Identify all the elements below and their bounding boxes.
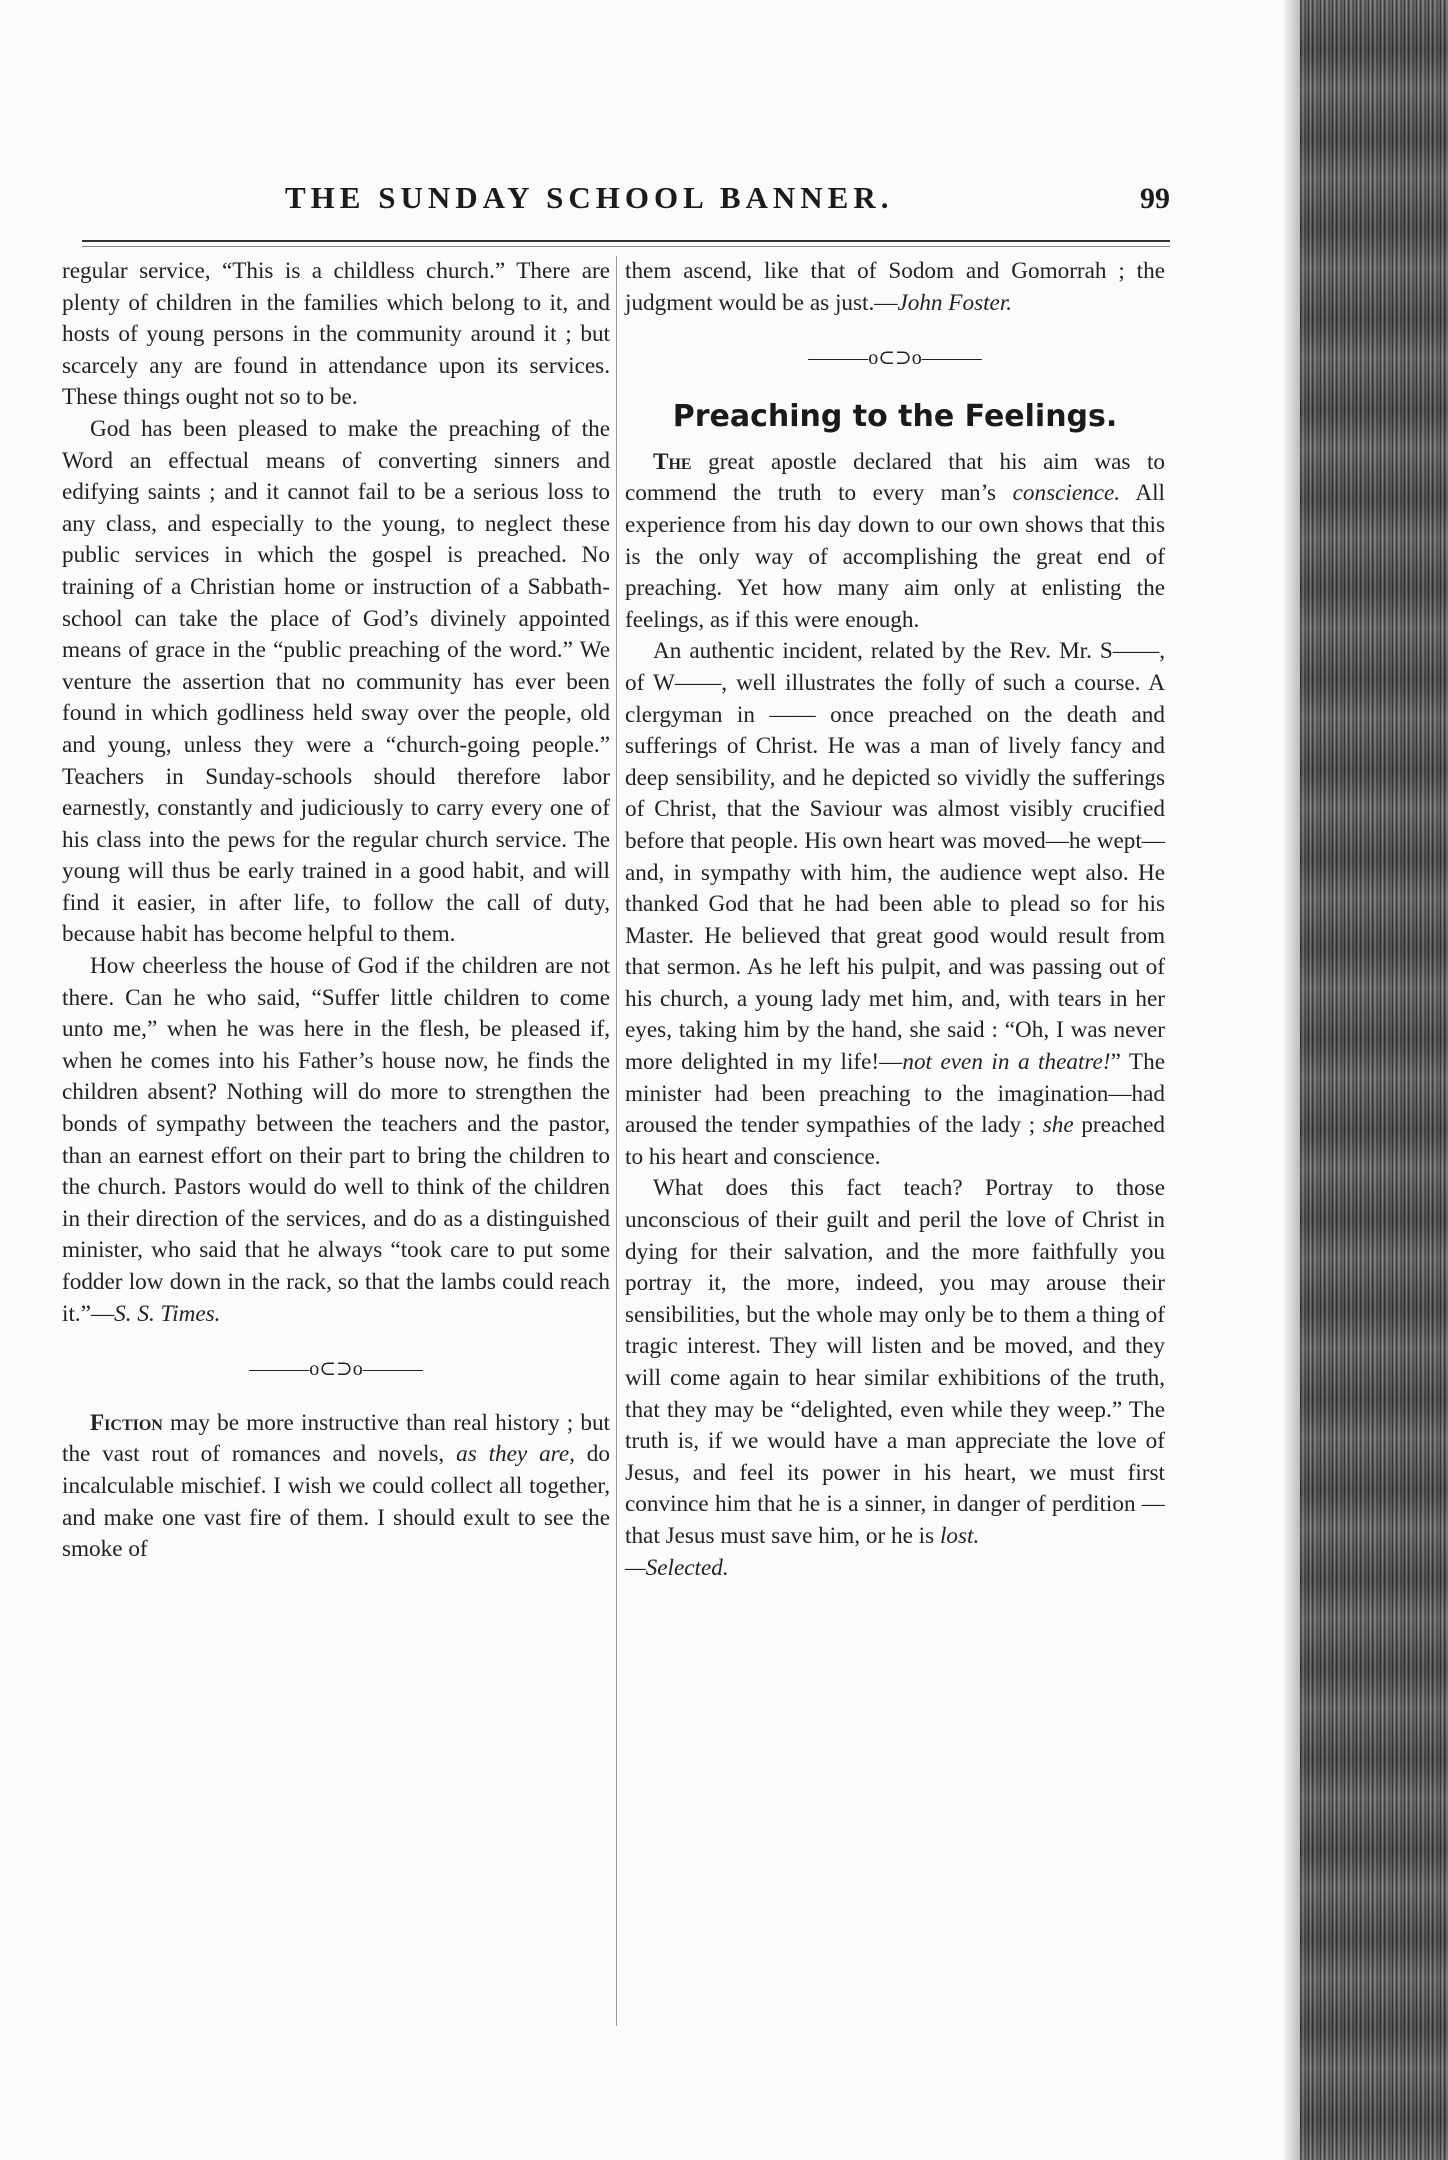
emphasis-text: conscience.	[1012, 480, 1121, 507]
page-header	[80, 180, 1170, 220]
page-number: 99	[1140, 182, 1170, 215]
paragraph	[625, 636, 1165, 1173]
paragraph-text: How cheerless the house of God if the children are not there. Can he who said, “Suffer little children to come unto me,” when he was here in the flesh, be pleased if, when he comes into his Father’s house now, he finds the children absent? Nothing will do more to strengthen the bonds of sympathy between the teachers and the pastor, than an earnest effort on their part to bring the children to the church. Pastors would do well to think of the children in their direction of the services, and do as a distinguished minister, who said that he always “took care to put some fodder low down in the rack, so that the lambs could reach it.”—	[62, 953, 610, 1327]
paragraph	[62, 1408, 610, 1566]
header-rule	[82, 240, 1170, 242]
left-column	[62, 256, 610, 1566]
article-heading: Preaching to the Feelings.	[672, 398, 1118, 434]
ornament-separator: ———o⊂⊃o———	[808, 347, 982, 370]
ornament-separator: ———o⊂⊃o———	[249, 1358, 423, 1381]
paragraph-text: great apostle declared that his aim was to commend the truth to every man’s	[625, 448, 1165, 507]
emphasis-text: not even in a theatre!	[902, 1049, 1111, 1076]
paragraph	[62, 951, 610, 1330]
paragraph-text: An authentic incident, related by the Rev. Mr. S——, of W——, well illustrates the folly of such a course. A clergyman in —— once preached on the death and sufferings of Christ. He was a man of lively fancy and deep sensibility, and he depicted so vividly the sufferings of Christ, that the Saviour was almost visibly crucified before that people. His own heart was moved—he wept—and, in sympathy with him, the audience wept also. He thanked God that he had been able to plead so for his Master. He believed that great good would result from that sermon. As he left his pulpit, and was passing out of his church, a young lady met him, and, with tears in her eyes, taking him by the hand, she said : “Oh, I was never more delighted in my life!—	[625, 638, 1165, 1076]
paragraph-text: may be more instructive than real history ; but the vast rout of romances and novels,	[62, 1409, 610, 1468]
running-title: THE SUNDAY SCHOOL BANNER.	[285, 180, 894, 215]
header-rule-thin	[82, 246, 1170, 247]
paragraph-text: them ascend, like that of Sodom and Gomorrah ; the judgment would be as just.—	[625, 258, 1165, 316]
source-credit: S. S. Times.	[114, 1300, 221, 1327]
emphasis-text: lost.	[939, 1522, 980, 1549]
paragraph	[625, 447, 1165, 637]
page-gutter-shadow	[1282, 0, 1300, 2160]
paragraph: God has been pleased to make the preaching of the Word an effectual means of converting sinners and edifying saints ; and it cannot fail to be a serious loss to any class, and especially to the young, to neglect these public services in which the gospel is preached. No training of a Christian home or instruction of a Sabbath-school can take the place of God’s divinely appointed means of grace in the “public preaching of the word.” We venture the assertion that no community has ever been found in which godliness held sway over the people, old and young, unless they were a “church-going people.” Teachers in Sunday-schools should therefore labor earnestly, constantly and judiciously to carry every one of his class into the pews for the regular church service. The young will thus be early trained in a good habit, and will find it easier, in after life, to follow the call of duty, because habit has become helpful to them.	[62, 415, 610, 948]
column-divider	[616, 256, 617, 2026]
emphasis-text: as they are,	[456, 1441, 575, 1468]
right-column	[625, 256, 1165, 1584]
paragraph-text: ” The minister had been preaching to the imagination—had aroused the tender sympathies of the lady ;	[625, 1049, 1165, 1139]
book-page-edges	[1300, 0, 1448, 2160]
paragraph	[625, 256, 1165, 319]
source-credit: —Selected.	[625, 1554, 729, 1581]
paragraph	[625, 1173, 1165, 1552]
paragraph: regular service, “This is a childless church.” There are plenty of children in the families which belong to it, and hosts of young persons in the community around it ; but scarcely any are found in attendance upon its services. These things ought not so to be.	[62, 258, 610, 411]
paragraph-text: What does this fact teach? Portray to those unconscious of their guilt and peril the love of Christ in dying for their salvation, and the more faithfully you portray it, the more, indeed, you may arouse their sensibilities, but the whole may only be to them a thing of tragic interest. They will listen and be moved, and they will come again to hear similar exhibitions of the truth, that they may be “delighted, even while they weep.” The truth is, if we would have a man appreciate the love of Jesus, and feel its power in his heart, we must first convince him that he is a sinner, in danger of perdition —that Jesus must save him, or he is	[625, 1175, 1165, 1549]
lead-word: The	[653, 448, 692, 475]
source-credit: John Foster.	[897, 289, 1013, 316]
lead-word: Fiction	[90, 1409, 163, 1436]
paragraph-text: All experience from his day down to our own shows that this is the only way of accomplishing the great end of preaching. Yet how many aim only at enlisting the feelings, as if this were enough.	[625, 480, 1165, 633]
emphasis-text: she	[1042, 1112, 1074, 1139]
paragraph-text: do incalculable mischief. I wish we could collect all together, and make one vast fire of them. I should exult to see the smoke of	[62, 1441, 610, 1563]
paragraph-text: preached to his heart and conscience.	[625, 1112, 1166, 1170]
